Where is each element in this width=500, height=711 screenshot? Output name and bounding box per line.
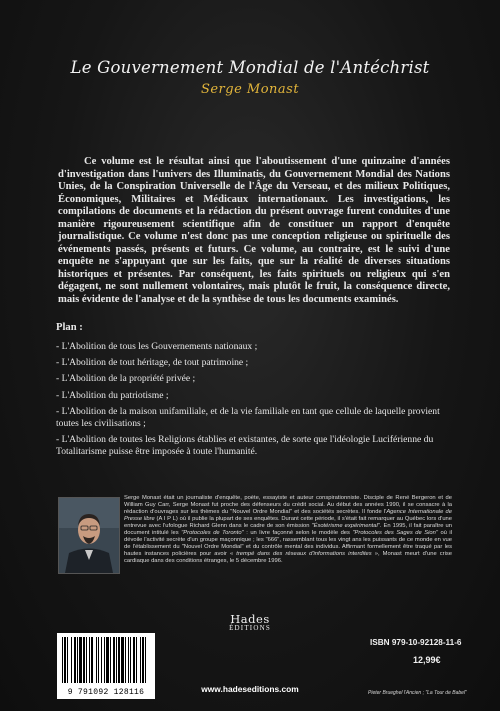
plan-item: - L'Abolition de la propriété privée ;	[56, 373, 454, 385]
barcode-number: 9 791092 128116	[67, 688, 145, 697]
publisher-name: Hades	[230, 612, 270, 626]
bio-text: », Monast meurt d'une crise cardiaque dans des conditions étranges, le 5 décembre 1996.	[124, 551, 452, 564]
bio-italic-text: trempé dans des réseaux d'informations interdites	[236, 551, 372, 557]
isbn: ISBN 979-10-92128-11-6	[370, 638, 462, 647]
bio-text: Serge Monast était un journaliste d'enquête, poète, essayiste et auteur conspirationniste. Disciple de René Bergeron et de William Guy Carr, Serge Monast fut proche des défenseurs du crédit social. Au début des années 1990, il se consacre à la rédaction d'ouvrages sur les thèmes du "Nouvel Ordre Mondial" et des sociétés secrètes. Il fonde l'	[124, 495, 452, 515]
price: 12,99€	[413, 655, 441, 665]
bio-italic-text: "Protocoles de Toronto"	[181, 530, 244, 536]
barcode-bars	[57, 633, 155, 687]
author-portrait-image	[59, 498, 119, 573]
author-photo	[58, 497, 120, 574]
publisher-subtitle: ÉDITIONS	[229, 624, 271, 632]
bio-text: (A I P L) où il publie la plupart de ses enquêtes. Durant cette période, il s'était fait remarquer au Québec lors d'une entrevue avec l'ufologue Richard Glenn dans le cadre de son émission	[124, 516, 453, 529]
bio-text: . En 1995, il fait paraître un document intitulé les	[124, 523, 453, 536]
barcode	[57, 633, 155, 699]
plan-item: - L'Abolition de la maison unifamiliale, et de la vie familiale en tant que cellule de laquelle provient toutes les civilisations ;	[56, 406, 454, 430]
book-title: Le Gouvernement Mondial de l'Antéchrist	[70, 58, 430, 77]
bio-text: où il dévoile l'activité secrète d'un groupe maçonnique ; les "666", rassemblant tous les vingt ans les puissants de ce monde en vue de l'établissement du "Nouvel Ordre Mondial" et du contrôle mental des individus. Affirmant formellement être traqué par les hautes instances policières pour avoir «	[124, 530, 452, 557]
bio-italic-text: Agence Internationale de Presse libre	[124, 509, 452, 522]
bio-italic-text: "Ésotérisme expérimental"	[311, 523, 380, 529]
plan-item: - L'Abolition du patriotisme ;	[56, 390, 454, 402]
plan-item: - L'Abolition de tous les Gouvernements nationaux ;	[56, 341, 454, 353]
publisher-logo	[222, 612, 278, 632]
cover-art-credit: Pieter Brueghel l'Ancien ; "La Tour de Babel"	[368, 690, 467, 696]
publisher-website: www.hadeseditions.com	[201, 684, 299, 694]
plan-heading: Plan :	[56, 322, 83, 333]
plan-list	[56, 341, 454, 462]
book-description: Ce volume est le résultat ainsi que l'aboutissement d'une quinzaine d'années d'investigation dans l'univers des Illuminatis, du Gouvernement Mondial des Nations Unies, de la Conspiration Universelle de l'Âge du Verseau, et des milieux Politiques, Économiques, Militaires et Médicaux internationaux. Les investigations, les compilations de documents et la rédaction du présent ouvrage furent conduites d'une manière rigoureusement scientifique afin de constituer un rapport d'enquête journalistique. Ce volume n'est donc pas une conception religieuse ou spirituelle des événements passés, présents et futurs. Ce volume, au contraire, est le suivi d'une enquête ne s'appuyant que sur les faits, que sur la réalité de diverses situations historiques et présentes. Par conséquent, les faits spirituels ou religieux qui s'en dégagent, ne sont nullement volontaires, mais plutôt le fruit, la conséquence directe, mais évidente de l'analyse et de la synthèse de tous les documents examinés.	[58, 156, 450, 306]
book-author: Serge Monast	[200, 82, 300, 97]
plan-item: - L'Abolition de toutes les Religions établies et existantes, de sorte que l'idéologie Luciférienne du Totalitarisme puisse être imposée à toute l'humanité.	[56, 434, 454, 458]
author-biography	[124, 495, 452, 565]
bio-text: : un livre façonné selon le modèle des	[243, 530, 353, 536]
bio-italic-text: "Protocoles des Sages de Sion"	[352, 530, 438, 536]
plan-item: - L'Abolition de tout héritage, de tout patrimoine ;	[56, 357, 454, 369]
